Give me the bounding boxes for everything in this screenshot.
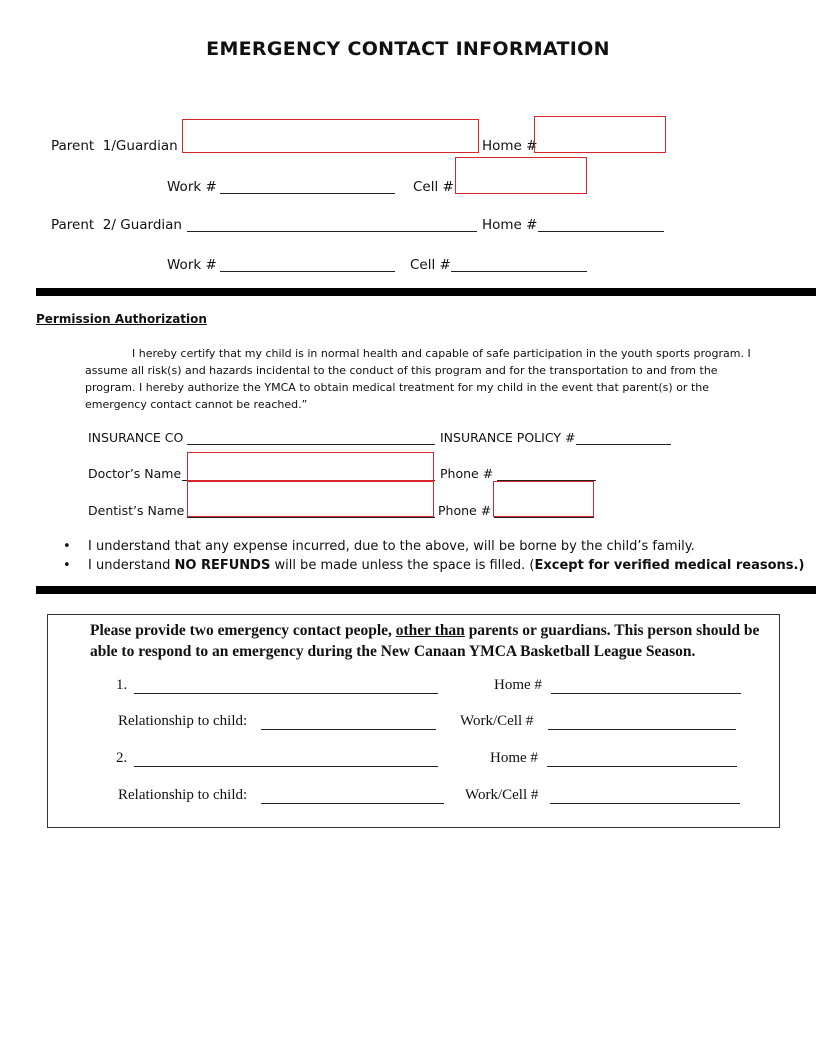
- contact1-relationship-line[interactable]: [261, 729, 436, 730]
- medical-exception: Except for verified medical reasons.): [534, 558, 805, 573]
- dentist-phone-label: Phone #: [438, 503, 492, 518]
- permission-heading: Permission Authorization: [36, 312, 207, 326]
- insurance-policy-line[interactable]: [576, 444, 671, 445]
- bullet-dot: •: [63, 558, 71, 573]
- emergency-heading: [90, 620, 780, 662]
- contact1-workcell-line[interactable]: [548, 729, 736, 730]
- contact1-home-line[interactable]: [551, 693, 741, 694]
- parent2-work-line[interactable]: [220, 271, 395, 272]
- bullet-refunds-mid: will be made unless the space is filled. (: [270, 558, 535, 573]
- contact2-home-label: Home #: [490, 750, 538, 766]
- dentist-phone-line: [494, 517, 594, 518]
- emergency-heading-part1: Please provide two emergency contact people,: [90, 622, 396, 639]
- parent2-cell-line[interactable]: [451, 271, 587, 272]
- dentist-line: [187, 517, 435, 518]
- parent2-home-line[interactable]: [538, 231, 664, 232]
- bullet-expense: I understand that any expense incurred, due to the above, will be borne by the child’s family.: [88, 539, 695, 554]
- doctor-phone-label: Phone #: [440, 466, 494, 481]
- parent1-home-label: Home #: [482, 138, 538, 154]
- contact2-name-line[interactable]: [134, 766, 438, 767]
- parent2-home-label: Home #: [482, 217, 538, 233]
- section-divider-bottom: [36, 586, 816, 594]
- parent2-cell-label: Cell #: [410, 257, 451, 273]
- permission-paragraph: [85, 345, 755, 413]
- parent1-label: Parent 1/Guardian: [51, 138, 178, 154]
- parent1-cell-label: Cell #: [413, 179, 454, 195]
- no-refunds-emphasis: NO REFUNDS: [174, 558, 271, 573]
- section-divider-top: [36, 288, 816, 296]
- contact2-number: 2.: [116, 750, 128, 766]
- insurance-policy-label: INSURANCE POLICY #: [440, 430, 576, 445]
- contact1-name-line[interactable]: [134, 693, 438, 694]
- contact1-number: 1.: [116, 677, 128, 693]
- contact2-workcell-line[interactable]: [550, 803, 740, 804]
- parent2-label: Parent 2/ Guardian: [51, 217, 182, 233]
- parent1-cell-field[interactable]: [455, 157, 587, 194]
- other-than-underlined: other than: [395, 622, 465, 639]
- dentist-label: Dentist’s Name: [88, 503, 185, 518]
- parent2-work-label: Work #: [167, 257, 217, 273]
- insurance-co-line[interactable]: [187, 444, 435, 445]
- contact2-relationship-line[interactable]: [261, 803, 444, 804]
- parent2-name-line[interactable]: [187, 231, 477, 232]
- insurance-co-label: INSURANCE CO: [88, 430, 184, 445]
- bullet-refunds: [88, 558, 804, 573]
- parent1-home-field[interactable]: [534, 116, 666, 153]
- contact2-workcell-label: Work/Cell #: [465, 787, 539, 803]
- bullet-dot: •: [63, 539, 71, 554]
- contact1-home-label: Home #: [494, 677, 542, 693]
- page-title: EMERGENCY CONTACT INFORMATION: [206, 38, 610, 60]
- doctor-name-field[interactable]: [187, 452, 434, 481]
- contact2-relationship-label: Relationship to child:: [118, 787, 248, 803]
- contact1-workcell-label: Work/Cell #: [460, 713, 534, 729]
- emergency-heading-part2: parents or guardians. This person should be able to respond to an emergency during the New Canaan YMCA Basketball League Season.: [90, 622, 760, 660]
- permission-text: I hereby certify that my child is in normal health and capable of safe participation in the youth sports program. I assume all risk(s) and hazards incidental to the conduct of this program and for the transportation to and from the program. I hereby authorize the YMCA to obtain medical treatment for my child in the event that parent(s) or the emergency contact cannot be reached.”: [85, 347, 751, 411]
- bullet-refunds-pre: I understand: [88, 558, 175, 573]
- contact1-relationship-label: Relationship to child:: [118, 713, 248, 729]
- dentist-phone-field[interactable]: [493, 481, 594, 517]
- doctor-label: Doctor’s Name: [88, 466, 182, 481]
- dentist-name-field[interactable]: [187, 481, 434, 517]
- parent1-name-field[interactable]: [182, 119, 479, 153]
- contact2-home-line[interactable]: [547, 766, 737, 767]
- parent1-work-label: Work #: [167, 179, 217, 195]
- parent1-work-line[interactable]: [220, 193, 395, 194]
